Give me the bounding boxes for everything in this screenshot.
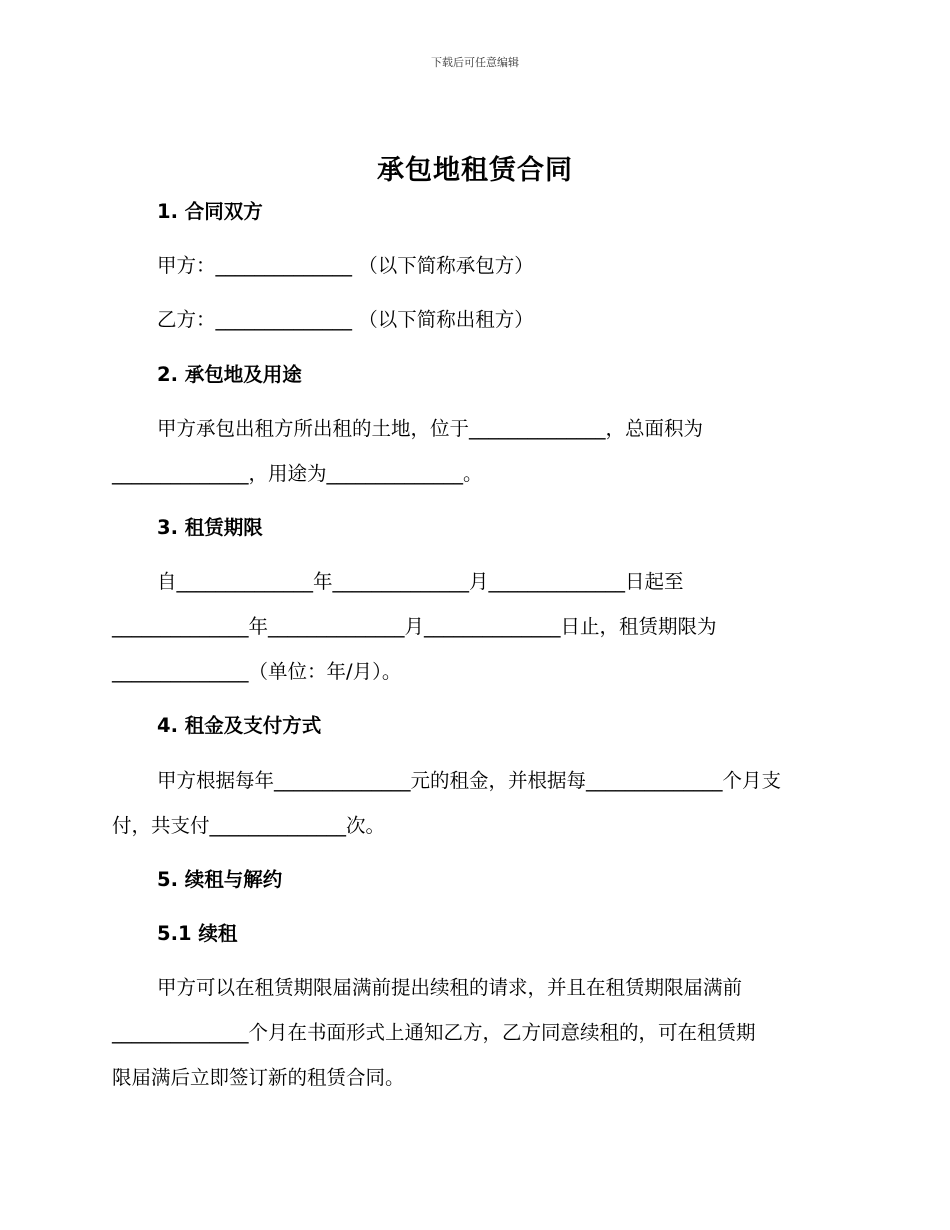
section-heading-land-use: 2. 承包地及用途	[157, 363, 302, 386]
renewal-paragraph-line-1: 甲方可以在租赁期限届满前提出续租的请求，并且在租赁期限届满前	[157, 976, 743, 999]
term-paragraph-line-1: 自______________年______________月______________日起至	[157, 570, 684, 593]
rent-paragraph-line-2: 付，共支付______________次。	[112, 814, 386, 837]
renewal-paragraph-line-2: ______________个月在书面形式上通知乙方，乙方同意续租的，可在租赁期	[112, 1021, 756, 1044]
section-heading-parties: 1. 合同双方	[157, 200, 263, 223]
page-header-note: 下载后可任意编辑	[431, 56, 519, 69]
section-heading-rent-payment: 4. 租金及支付方式	[157, 714, 322, 737]
land-paragraph-line-1: 甲方承包出租方所出租的土地，位于______________，总面积为	[157, 417, 704, 440]
party-a-line: 甲方：______________ （以下简称承包方）	[157, 254, 534, 277]
rent-paragraph-line-1: 甲方根据每年______________元的租金，并根据每______________个月支	[157, 769, 782, 792]
document-title: 承包地租赁合同	[377, 155, 573, 186]
section-heading-renewal-termination: 5. 续租与解约	[157, 868, 283, 891]
subsection-heading-renewal: 5.1 续租	[157, 922, 238, 945]
party-b-line: 乙方：______________ （以下简称出租方）	[157, 308, 534, 331]
land-paragraph-line-2: ______________，用途为______________。	[112, 462, 483, 485]
term-paragraph-line-2: ______________年______________月______________日止，租赁期限为	[112, 615, 717, 638]
section-heading-lease-term: 3. 租赁期限	[157, 516, 263, 539]
renewal-paragraph-line-3: 限届满后立即签订新的租赁合同。	[112, 1066, 405, 1089]
term-paragraph-line-3: ______________（单位：年/月）。	[112, 660, 402, 683]
